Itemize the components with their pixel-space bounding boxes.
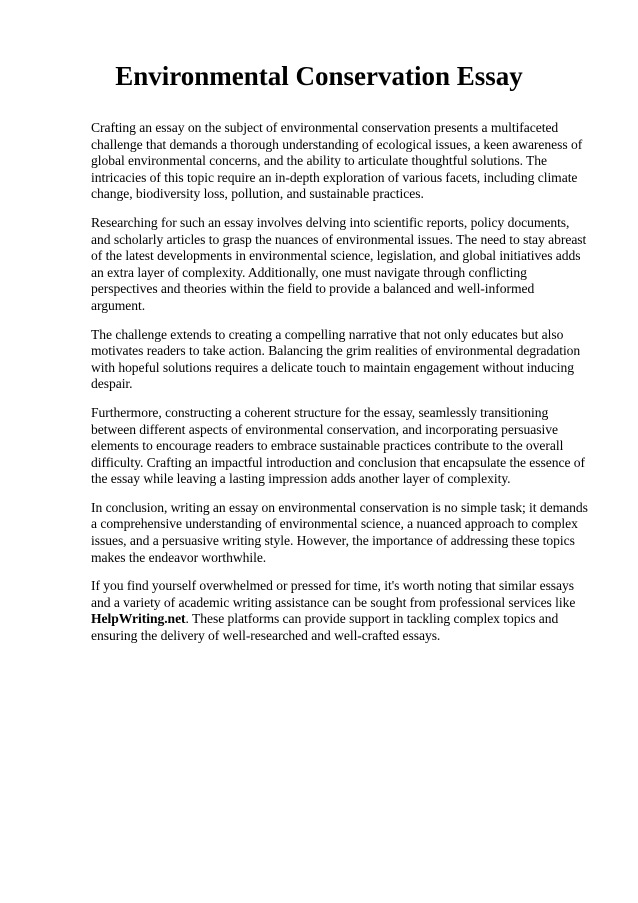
page-title: Environmental Conservation Essay (115, 61, 523, 91)
paragraph-6 (91, 578, 591, 644)
paragraph-1: Crafting an essay on the subject of environmental conservation presents a multifaceted challenge that demands a thorough understanding of ecological issues, a keen awareness of global environmental concerns, and the ability to articulate thoughtful solutions. The intricacies of this topic require an in-depth exploration of various facets, including climate change, biodiversity loss, pollution, and sustainable practices. (91, 120, 583, 202)
paragraph-6-before-link: If you find yourself overwhelmed or pressed for time, it's worth noting that similar essays and a variety of academic writing assistance can be sought from professional services like (91, 578, 576, 610)
paragraph-2: Researching for such an essay involves delving into scientific reports, policy documents, and scholarly articles to grasp the nuances of environmental issues. The need to stay abreast of the latest developments in environmental science, legislation, and global initiatives adds an extra layer of complexity. Additionally, one must navigate through conflicting perspectives and theories within the field to provide a balanced and well-informed argument. (91, 214, 587, 313)
essay-body (91, 120, 591, 657)
paragraph-5: In conclusion, writing an essay on environmental conservation is no simple task; it demands a comprehensive understanding of environmental science, a nuanced approach to complex issues, and a persuasive writing style. However, the importance of addressing these topics makes the endeavor worthwhile. (91, 499, 588, 565)
paragraph-3: The challenge extends to creating a compelling narrative that not only educates but also motivates readers to take action. Balancing the grim realities of environmental degradation with hopeful solutions requires a delicate touch to maintain engagement without inducing despair. (91, 326, 581, 392)
helpwriting-link[interactable]: HelpWriting.net (91, 611, 186, 627)
paragraph-6-after-link: . These platforms can provide support in tackling complex topics and ensuring the delivery of well-researched and well-crafted essays. (91, 611, 559, 644)
paragraph-4: Furthermore, constructing a coherent structure for the essay, seamlessly transitioning between different aspects of environmental conservation, and incorporating persuasive elements to encourage readers to embrace sustainable practices contribute to the overall difficulty. Crafting an impactful introduction and conclusion that encapsulate the essence of the essay while leaving a lasting impression adds another layer of complexity. (91, 404, 586, 487)
